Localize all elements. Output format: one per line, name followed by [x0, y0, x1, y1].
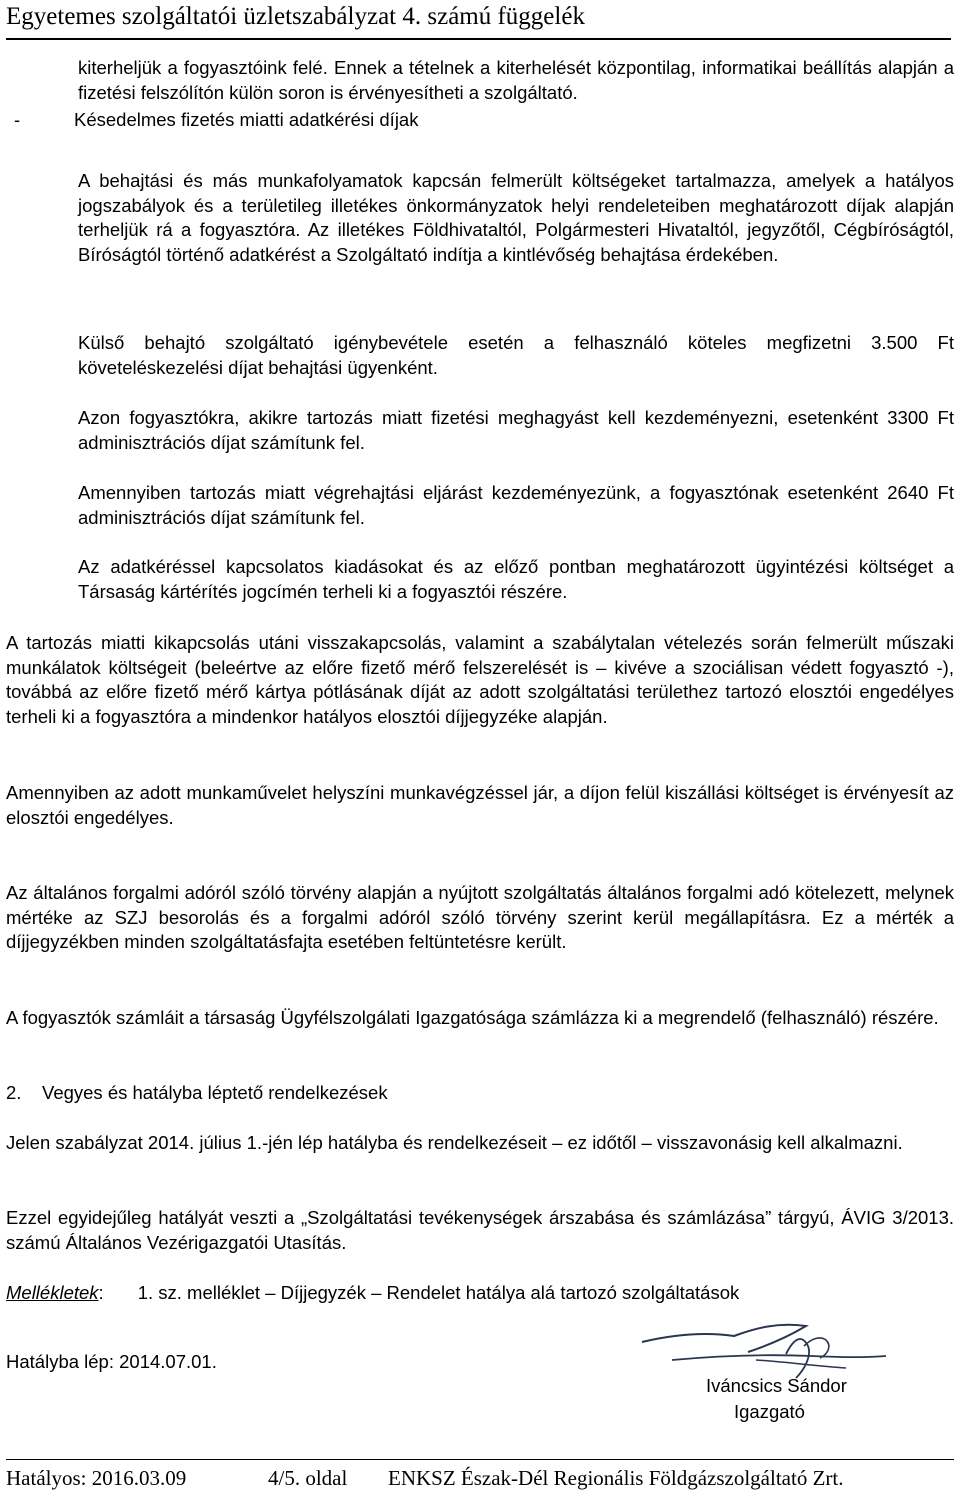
footer-effective-date: Hatályos: 2016.03.09	[6, 1466, 187, 1490]
paragraph-intro: kiterheljük a fogyasztóink felé. Ennek a tételnek a kiterhelését központilag, informatikai beállítás alapján a fizetési felszólítón külön soron is érvényesítheti a szolgáltató.	[78, 57, 954, 103]
paragraph-repeal: Ezzel egyidejűleg hatályát veszti a „Szolgáltatási tevékenységek árszabása és számlázása” tárgyú, ÁVIG 3/2013. számú Általános Vezérigazgatói Utasítás.	[6, 1207, 954, 1253]
page-header	[6, 2, 951, 40]
paragraph-onsite-work: Amennyiben az adott munkaművelet helyszíni munkavégzéssel jár, a díjon felül kiszállási költséget is érvényesít az elosztói engedélyes.	[6, 782, 954, 828]
paragraph-billing: A fogyasztók számláit a társaság Ügyfélszolgálati Igazgatósága számlázza ki a megrendelő (felhasználó) részére.	[6, 1007, 939, 1028]
annex-line	[6, 1281, 906, 1306]
section-number: 2.	[6, 1082, 22, 1103]
annex-label: Mellékletek	[6, 1282, 99, 1303]
paragraph-payment-order: Azon fogyasztókra, akikre tartozás miatt fizetési meghagyást kell kezdeményezni, esetenként 3300 Ft adminisztrációs díjat számítunk fel.	[78, 407, 954, 453]
list-marker: -	[14, 109, 21, 130]
paragraph-external-collector: Külső behajtó szolgáltató igénybevétele esetén a felhasználó köteles megfizetni 3.500 Ft követeléskezelési díjat behajtási ügyenként.	[78, 332, 954, 378]
effective-date: Hatályba lép: 2014.07.01.	[6, 1351, 217, 1372]
list-item-text: Késedelmes fizetés miatti adatkérési díjak	[74, 109, 419, 130]
paragraph-data-request: Az adatkéréssel kapcsolatos kiadásokat és az előző pontban meghatározott ügyintézési költséget a Társaság kártérítés jogcímén terheli ki a fogyasztói részére.	[78, 556, 954, 602]
list-item	[14, 108, 614, 133]
document-title: Egyetemes szolgáltatói üzletszabályzat 4. számú függelék	[6, 3, 585, 30]
paragraph-enforcement: Amennyiben tartozás miatt végrehajtási eljárást kezdeményezünk, a fogyasztónak esetenként 2640 Ft adminisztrációs díjat számítunk fel.	[78, 482, 954, 528]
paragraph-entry-into-force: Jelen szabályzat 2014. július 1.-jén lép hatályba és rendelkezéseit – ez időtől – visszavonásig kell alkalmazni.	[6, 1132, 903, 1153]
signatory-name: Iváncsics Sándor	[706, 1375, 847, 1396]
annex-text: 1. sz. melléklet – Díjjegyzék – Rendelet hatálya alá tartozó szolgáltatások	[137, 1282, 740, 1303]
signatory-title: Igazgató	[734, 1401, 805, 1422]
annex-colon: :	[98, 1282, 104, 1303]
footer-page-number: 4/5. oldal	[268, 1466, 348, 1490]
section-title: Vegyes és hatályba léptető rendelkezések	[42, 1082, 388, 1103]
page-footer	[6, 1459, 954, 1492]
section-heading	[6, 1081, 606, 1106]
paragraph-vat: Az általános forgalmi adóról szóló törvény alapján a nyújtott szolgáltatás általános forgalmi adó kötelezett, melynek mértéke az SZJ besorolás és a forgalmi adóról szóló törvény szerint kerül megállapításra. Ez a mérték a díjjegyzékben minden szolgáltatásfajta esetében feltüntetésre került.	[6, 882, 954, 952]
footer-company: ENKSZ Észak-Dél Regionális Földgázszolgáltató Zrt.	[388, 1466, 844, 1490]
paragraph-collection-costs: A behajtási és más munkafolyamatok kapcsán felmerült költségeket tartalmazza, amelyek a hatályos jogszabályok és a területileg illetékes önkormányzatok helyi rendeleteiben meghatározott díjak alapján terheljük rá a fogyasztóra. Az illetékes Földhivataltól, Polgármesteri Hivataltól, jegyzőtől, Cégbíróságtól, Bíróságtól történő adatkérést a Szolgáltató indítja a kintlévőség behajtása érdekében.	[78, 170, 954, 265]
paragraph-reconnection: A tartozás miatti kikapcsolás utáni visszakapcsolás, valamint a szabálytalan vételezés során felmerült műszaki munkálatok költségeit (beleértve az előre fizető mérő felszerelését is – kivéve a szociálisan védett fogyasztó -), továbbá az előre fizető mérő kártya pótlásának díját az adott szolgáltatási területhez tartozó elosztói engedélyes terheli ki a fogyasztóra a mindenkor hatályos elosztói díjjegyzéke alapján.	[6, 632, 954, 727]
